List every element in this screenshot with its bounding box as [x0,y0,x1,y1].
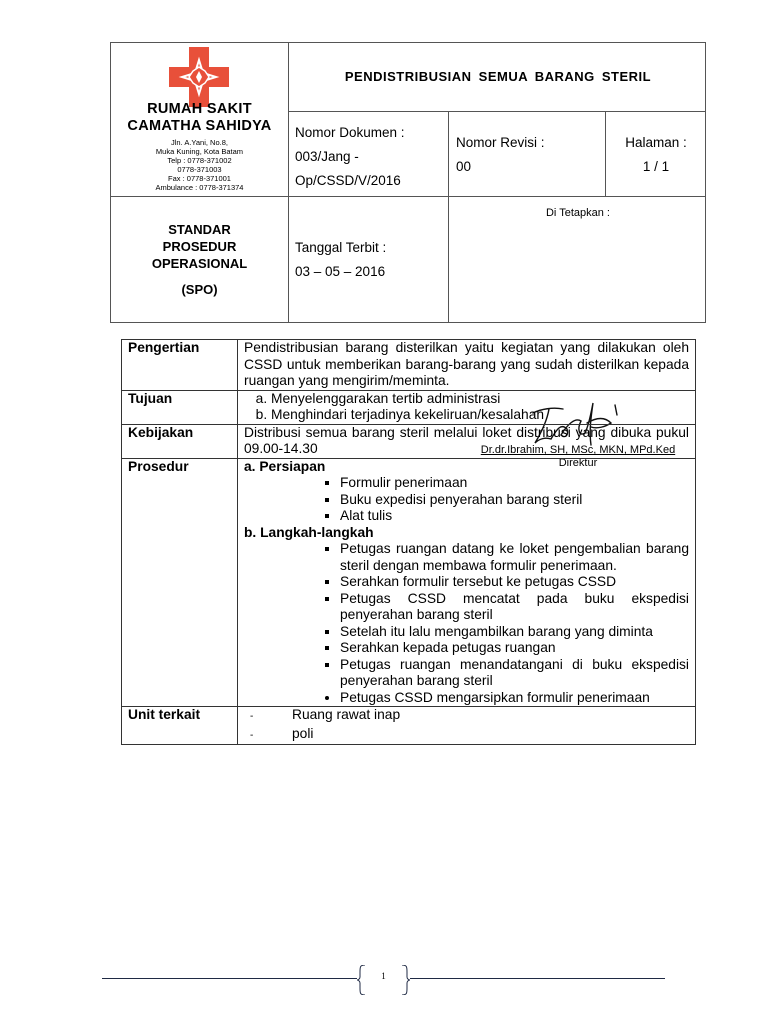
address-ambulance: Ambulance : 0778-371374 [155,183,244,192]
prosedur-cell [238,458,696,707]
unit-list [244,707,689,744]
document-number-value-2: Op/CSSD/V/2016 [295,173,401,188]
list-item: ▪ Serahkan kepada petugas ruangan [340,640,689,657]
hospital-name-line2: CAMATHA SAHIDYA [127,118,272,134]
row-label-unit-terkait: Unit terkait [122,707,238,745]
list-item: ▪ Serahkan formulir tersebut ke petugas CSSD [340,574,689,591]
row-label-prosedur: Prosedur [122,458,238,707]
revision-number [456,131,596,179]
row-label-tujuan: Tujuan [122,390,238,424]
document-title: PENDISTRIBUSIAN SEMUA BARANG STERIL [344,69,652,84]
langkah-list [244,541,689,690]
issue-date [295,236,445,284]
prosedur-langkah-title: b. Langkah-langkah [244,524,374,540]
table-row [122,424,696,458]
table-row [122,707,696,745]
persiapan-list [244,475,689,525]
tujuan-list-cell [238,390,696,424]
hospital-identity [111,43,288,196]
tujuan-list [244,391,689,424]
spo-line-3: OPERASIONAL [151,256,248,271]
pengertian-text: Pendistribusian barang disterilkan yaitu kegiatan yang dilakukan oleh CSSD untuk memberikan barang-barang yang sudah disterilkan kepada ruangan yang mengirim/meminta. [238,340,696,391]
list-item: ▪ Setelah itu lalu mengambilkan barang yang diminta [340,624,689,641]
issue-date-value: 03 – 05 – 2016 [295,264,386,279]
list-item: - Ruang rawat inap [292,707,689,726]
list-item: ▪ Petugas ruangan datang ke loket pengembalian barang steril dengan membawa formulir penerimaan. [340,541,689,574]
document-number-value-1: 003/Jang - [295,149,359,164]
list-item: • Petugas CSSD mengarsipkan formulir penerimaan [340,690,689,707]
page-info-value: 1 / 1 [642,159,670,174]
list-item: ▪ Buku expedisi penyerahan barang steril [340,492,689,509]
hospital-name [111,101,288,135]
list-item: a. Menyelenggarakan tertib administrasi [271,391,689,408]
list-item: ▪ Formulir penerimaan [340,475,689,492]
signer-title: Direktur [558,457,598,469]
page-info [605,131,707,179]
list-item: ▪ Petugas CSSD mencatat pada buku ekspedisi penyerahan barang steril [340,591,689,624]
spo-line-1: STANDAR [168,222,231,237]
hospital-address [111,138,288,192]
issue-date-label: Tanggal Terbit : [295,240,387,255]
document-number-label: Nomor Dokumen : [295,125,405,140]
row-label-kebijakan: Kebijakan [122,424,238,458]
signer-name: Dr.dr.Ibrahim, SH, MSc, MKN, MPd.Ked [480,444,676,456]
revision-number-value: 00 [456,159,472,174]
address-street: Jln. A.Yani, No.8, [171,138,228,147]
langkah-list-last [244,690,689,707]
list-item: b. Menghindari terjadinya kekeliruan/kesalahan [271,407,689,424]
document-number [295,121,445,193]
address-fax: Fax : 0778-371001 [168,174,231,183]
prosedur-persiapan-title: a. Persiapan [244,458,326,474]
approval-label: Di Tetapkan : [545,207,610,219]
table-row [122,340,696,391]
spo-title [111,221,288,298]
address-phone-2: 0778-371003 [177,165,222,174]
procedure-table [121,339,696,745]
list-item: ▪ Alat tulis [340,508,689,525]
row-label-pengertian: Pengertian [122,340,238,391]
footer-divider-right [410,978,665,979]
page-number: 1 [381,971,386,981]
address-city: Muka Kuning, Kota Batam [155,147,244,156]
page-info-label: Halaman : [625,135,687,150]
address-phone-1: Telp : 0778-371002 [167,156,232,165]
hospital-logo-icon [169,47,229,107]
table-row [122,458,696,707]
list-item: ▪ Petugas ruangan menandatangani di buku ekspedisi penyerahan barang steril [340,657,689,690]
revision-number-label: Nomor Revisi : [456,135,545,150]
table-row [122,390,696,424]
footer-divider-left [102,978,357,979]
spo-line-2: PROSEDUR [162,239,237,254]
unit-list-cell [238,707,696,745]
spo-abbreviation: (SPO) [181,282,218,297]
hospital-name-line1: RUMAH SAKIT [147,101,252,117]
kebijakan-text: Distribusi semua barang steril melalui loket distribusi yang dibuka pukul 09.00-14.30 [238,424,696,458]
list-item: - poli [292,726,689,745]
